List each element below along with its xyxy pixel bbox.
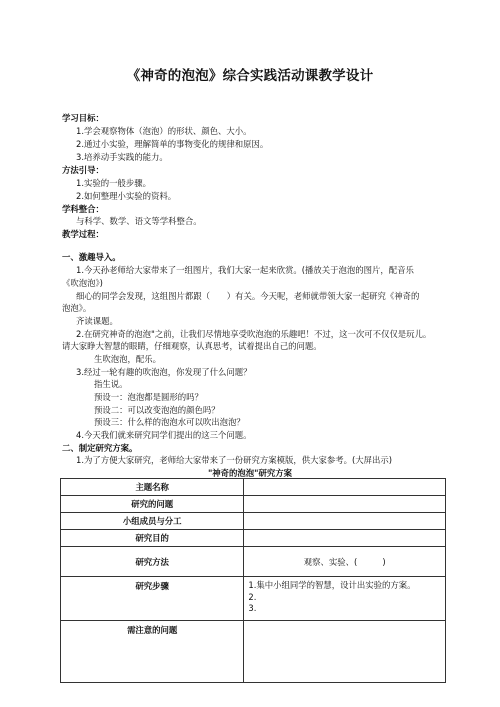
method-2: 2.如何整理小实验的资料。 <box>76 191 177 201</box>
heading-integration: 学科整合： <box>62 204 104 214</box>
table-row <box>61 496 446 513</box>
table-row <box>61 513 446 530</box>
paragraph-line: 生吹泡泡，配乐。 <box>94 354 161 364</box>
row-value-members <box>244 513 446 530</box>
paragraph-line: 请大家睁大智慧的眼睛，仔细观察，认真思考，试着提出自己的问题。 <box>62 341 322 351</box>
preset-2: 预设二：可以改变泡泡的颜色吗？ <box>94 405 220 415</box>
heading-teaching-process: 教学过程： <box>62 229 104 239</box>
row-label-method: 研究方法 <box>61 547 244 577</box>
goal-2: 2.通过小实验，理解简单的事物变化的规律和原因。 <box>76 139 269 149</box>
paragraph-line: 2.在研究神奇的泡泡"之前，让我们尽情地享受吹泡泡的乐趣吧！不过，这一次可不仅仅是玩儿。 <box>76 329 432 339</box>
row-label-topic: 主题名称 <box>61 479 244 496</box>
paragraph-line: 泡泡》。 <box>62 303 92 313</box>
paragraph-line: 4.今天我们就来研究同学们提出的这三个问题。 <box>76 430 252 440</box>
row-label-question: 研究的问题 <box>61 496 244 513</box>
row-value-method: 观察、实验、( ) <box>244 547 446 577</box>
row-value-notes <box>244 621 446 683</box>
section-1-heading: 一、激趣导入。 <box>62 252 121 262</box>
step-1: 1.集中小组同学的智慧，设计出实验的方案。 <box>248 580 416 590</box>
row-value-question <box>244 496 446 513</box>
row-label-members: 小组成员与分工 <box>61 513 244 530</box>
row-value-topic <box>244 479 446 496</box>
row-label-purpose: 研究目的 <box>61 530 244 547</box>
goal-1: 1.学会观察物体（泡泡）的形状、颜色、大小。 <box>76 126 252 136</box>
paragraph-line: 齐读课题。 <box>76 316 118 326</box>
table-caption: "神奇的泡泡"研究方案 <box>207 468 293 478</box>
integration-text: 与科学、数学、语文等学科整合。 <box>76 216 202 226</box>
table-row <box>61 479 446 496</box>
table-row <box>61 621 446 683</box>
section-2-heading: 二、制定研究方案。 <box>62 443 138 453</box>
step-2: 2. <box>248 591 257 602</box>
paragraph-line: 指生说。 <box>94 379 128 389</box>
row-label-notes: 需注意的问题 <box>61 621 244 683</box>
paragraph-line: 3.经过一轮有趣的吹泡泡，你发现了什么问题？ <box>76 367 252 377</box>
table-row <box>61 530 446 547</box>
heading-method-guide: 方法引导： <box>62 165 104 175</box>
paragraph-line: 1.为了方便大家研究，老师给大家带来了一份研究方案模版，供大家参考。(大屏出示) <box>76 455 393 465</box>
preset-1: 预设一：泡泡都是圆形的吗？ <box>94 392 203 402</box>
table-row <box>61 547 446 577</box>
row-label-steps: 研究步骤 <box>61 577 244 621</box>
row-value-purpose <box>244 530 446 547</box>
heading-learning-goals: 学习目标： <box>62 113 104 123</box>
research-plan-table <box>60 478 446 683</box>
goal-3: 3.培养动手实践的能力。 <box>76 152 168 162</box>
document-title: 《神奇的泡泡》综合实践活动课教学设计 <box>126 68 374 84</box>
table-row <box>61 577 446 621</box>
row-value-steps <box>244 577 446 621</box>
method-1: 1.实验的一般步骤。 <box>76 178 151 188</box>
preset-3: 预设三：什么样的泡泡水可以吹出泡泡？ <box>94 417 245 427</box>
paragraph-line: 细心的同学会发现，这组图片都跟（ ）有关。今天呢，老师就带领大家一起研究《神奇的 <box>76 291 420 301</box>
paragraph-line: 1.今天孙老师给大家带来了一组图片，我们大家一起来欣赏。(播放关于泡泡的图片，配音乐 <box>76 265 414 275</box>
paragraph-line: 《吹泡泡》) <box>62 278 103 288</box>
step-3: 3. <box>248 603 257 613</box>
